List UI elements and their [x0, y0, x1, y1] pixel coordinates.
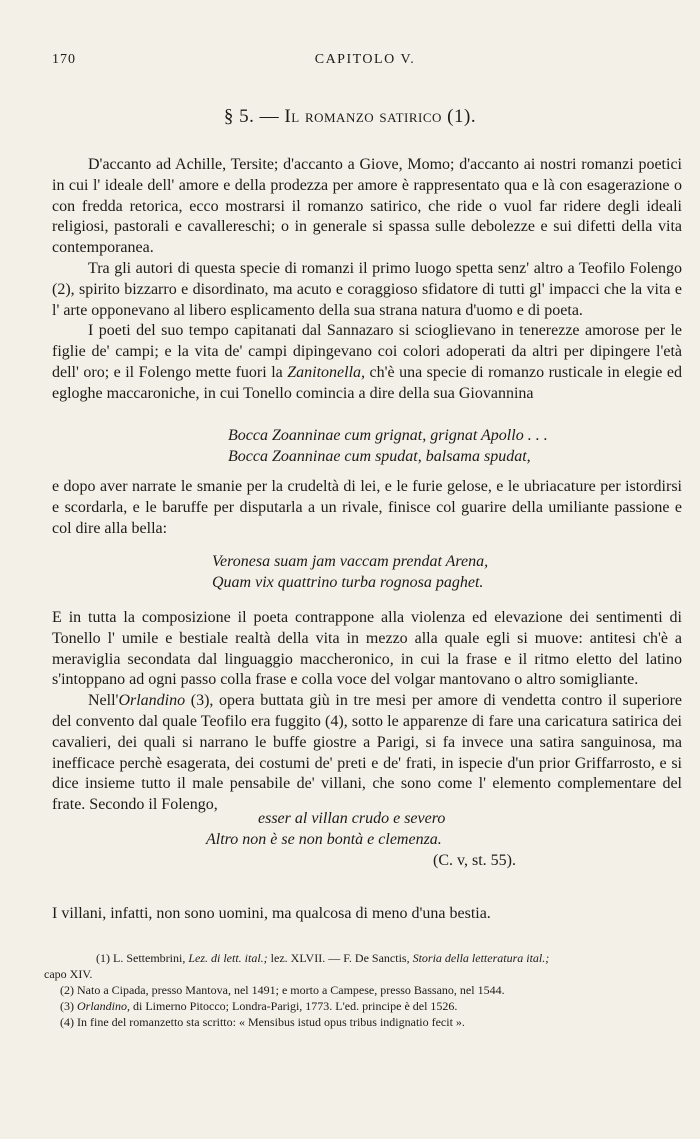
text-run: (3), opera buttata giù in tre mesi per amore di vendetta contro il superiore del convento dal quale Teofilo era fuggito (4), sotto le apparenze di fare una caricatura satirica dei cavalieri, dei quali si narrano le buffe giostre a Parigi, si fa invece una satira sanguinosa, ma inefficace perchè esagerata, dei costumi de' preti e de' frati, in ispecie d'un prior Griffarrosto, e si dice insieme tutto il male pensabile de' villani, che sono come l' elemento complementare del frate. Secondo il Folengo,: [52, 692, 682, 814]
paragraph: [52, 691, 682, 816]
verse-line: Veronesa suam jam vaccam prendat Arena,: [212, 553, 489, 570]
chapter-title: CAPITOLO V.: [314, 52, 416, 67]
verse-line: esser al villan crudo e severo: [258, 810, 446, 827]
text-block: [52, 608, 682, 816]
text-run: I poeti del suo tempo capitanati dal Sannazaro si scioglievano in tenerezze amorose per le figlie de' campi; e la vita de' campi dipingevano coi colori adoperati da altri per dipingere l'età dell' oro; e il Folengo mette fuori la: [52, 322, 682, 381]
text-run: lez. XLVII. — F. De Sanctis,: [267, 951, 413, 965]
paragraph: E in tutta la composizione il poeta contrappone alla violenza ed elevazione dei sentimenti di Tonello l' umile e bestiale realtà della vita in mezzo alla quale egli si muove: antitesi ch'è a meraviglia secondata dal linguaggio maccheronico, in cui la frase e il ritmo eletto del latino s'intoppano ad ogni passo colla frase e colla voce del volgar mantovano o altro somigliante.: [52, 609, 682, 689]
footnote: (4) In fine del romanzetto sta scritto: « Mensibus istud opus tribus indignatio fecit ».: [60, 1015, 465, 1029]
verse-line: Bocca Zoanninae cum grignat, grignat Apollo . . .: [228, 427, 548, 444]
text-run: (1) L. Settembrini,: [96, 951, 189, 965]
section-heading: [0, 106, 700, 128]
italic-title: Orlandino,: [77, 999, 131, 1013]
paragraph: Tra gli autori di questa specie di romanzi il primo luogo spetta senz' altro a Teofilo Folengo (2), spirito bizzarro e disordinato, ma acuto e coraggioso sfidatore di tutti gl' impacci che la vita e l' arte opponevano al libero esplicamento della sua strana natura d'uomo e di poeta.: [52, 259, 682, 319]
footnote-continuation: capo XIV.: [44, 967, 93, 981]
footnotes: [44, 950, 682, 1030]
verse-quote: [228, 425, 548, 467]
text-run: ch'è una specie di romanzo rusticale in elegie ed egloghe maccaroniche, in cui Tonello comincia a dire della sua Giovannina: [52, 363, 682, 402]
paragraph: e dopo aver narrate le smanie per la crudeltà di lei, e le furie gelose, e le ubriacature per istordirsi e scordarla, e le baruffe per disputarla a un rivale, finisce col guarire della umiliante passione e col dire alla bella:: [52, 478, 682, 537]
section-number: § 5. —: [223, 106, 285, 127]
verse-citation: (C. v, st. 55).: [433, 852, 516, 869]
paragraph: I villani, infatti, non sono uomini, ma qualcosa di meno d'una bestia.: [52, 905, 491, 922]
running-head: [52, 52, 678, 72]
page-number: 170: [52, 52, 76, 67]
footnote: [60, 998, 682, 1014]
verse-line: Quam vix quattrino turba rognosa paghet.: [212, 574, 484, 591]
paragraph: D'accanto ad Achille, Tersite; d'accanto a Giove, Momo; d'accanto ai nostri romanzi poetici in cui l' ideale dell' amore e della prodezza per amore è rappresentato qua e là con esagerazione o con fredda retorica, ecco mostrarsi il romanzo satirico, che ride o vuol far ridere degli ideali religiosi, pastorali e cavallereschi; o in generale si spassa sulle debolezze e sui difetti della vita contemporanea.: [52, 156, 682, 257]
italic-title: Storia della letteratura ital.;: [412, 951, 550, 965]
footnote: [60, 950, 682, 966]
text-run: (3): [60, 999, 77, 1013]
text-block: [52, 477, 682, 539]
verse-line: Bocca Zoanninae cum spudat, balsama spudat,: [228, 448, 531, 465]
footnote: (2) Nato a Cipada, presso Mantova, nel 1491; e morto a Campese, presso Bassano, nel 1544.: [60, 983, 505, 997]
verse-quote: [212, 551, 488, 593]
section-title: Il romanzo satirico (1).: [284, 106, 477, 127]
italic-title: Orlandino: [118, 692, 186, 710]
text-block: [52, 904, 682, 925]
paragraph: [52, 321, 682, 404]
italic-title: Lez. di lett. ital.;: [188, 951, 268, 965]
italic-title: Zanitonella,: [287, 363, 366, 381]
text-run: Nell': [88, 692, 119, 710]
text-run: di Limerno Pitocco; Londra-Parigi, 1773. L'ed. principe è del 1526.: [130, 999, 458, 1013]
verse-line: Altro non è se non bontà e clemenza.: [206, 831, 442, 848]
verse-quote: [206, 808, 516, 871]
text-block-intro: [52, 155, 682, 405]
